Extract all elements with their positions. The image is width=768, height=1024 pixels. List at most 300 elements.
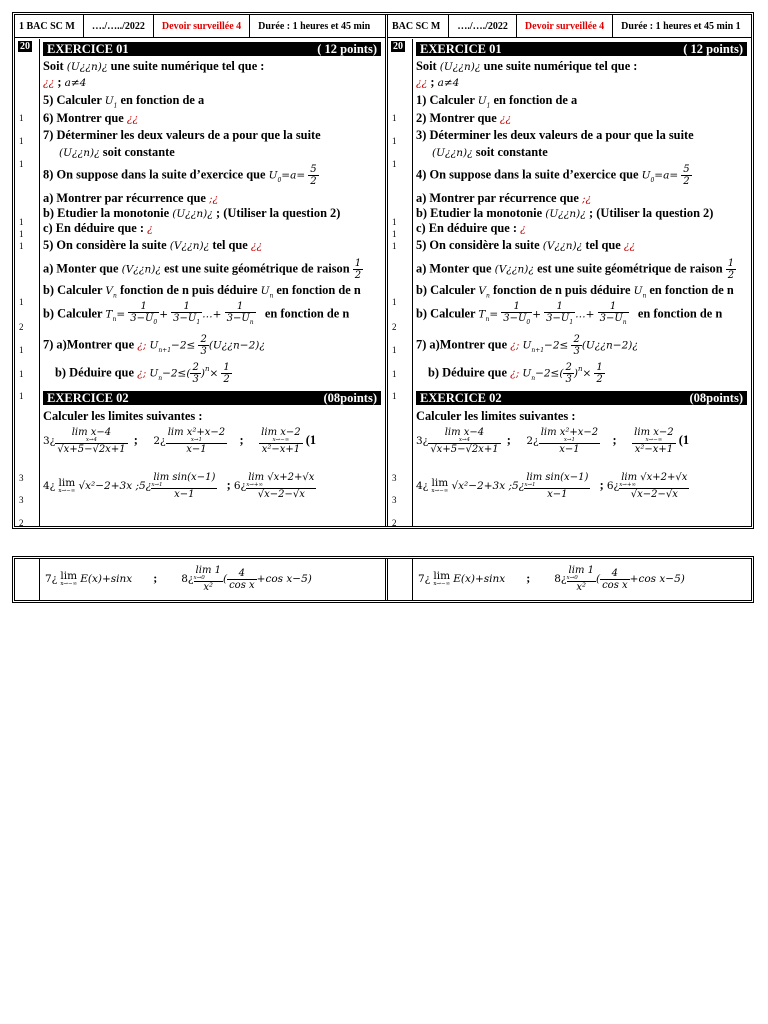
text: (1 xyxy=(678,432,690,447)
lim: lim xyxy=(58,477,76,489)
math: U xyxy=(268,169,278,182)
exercise1-header xyxy=(416,42,747,56)
points-mark: 1 xyxy=(19,159,24,169)
limit-2 xyxy=(539,427,600,455)
numerator: 1 xyxy=(544,301,575,313)
text: en fonction de a xyxy=(490,93,578,107)
text: tel que xyxy=(209,238,248,252)
denominator-text: 3−U xyxy=(546,313,570,324)
math: 8¿ xyxy=(181,572,194,585)
divider xyxy=(39,559,40,600)
math: +cos x−5) xyxy=(629,572,685,585)
limit-sub: x→−∞ xyxy=(60,581,78,587)
limit-5 xyxy=(524,472,590,500)
numerator: lim 1 xyxy=(195,565,221,576)
ex1-q7b: b) Déduire que ¿; $U_n-2\le$( $\frac{2}{3}$ )$^n$× $\frac{1}{2}$ xyxy=(428,362,603,385)
limit-8 xyxy=(567,565,596,593)
divider xyxy=(153,15,154,37)
math: =a= xyxy=(654,169,679,182)
limit-sub: x→0 xyxy=(194,576,223,582)
denominator: 3 xyxy=(565,374,572,385)
numerator: lim x−4 xyxy=(71,427,112,438)
math: 7¿ xyxy=(418,572,431,585)
points-mark: 2 xyxy=(392,518,397,528)
points-mark: 1 xyxy=(392,369,397,379)
divider xyxy=(83,15,84,37)
ex1-qa xyxy=(43,191,381,206)
math: V xyxy=(478,285,487,297)
math: 4¿ xyxy=(416,479,429,492)
math: × xyxy=(582,367,592,380)
math: ;¿ xyxy=(581,193,592,205)
text: 7) a)Montrer que xyxy=(416,337,508,352)
ex1-q5 xyxy=(416,238,747,253)
limit-3 xyxy=(55,427,127,455)
class-label: 1 BAC SC M xyxy=(19,20,75,32)
math: ¿; xyxy=(137,367,147,380)
ex2-row3: 7¿ lim x→−∞ E(x)+sinx ; 8¿ lim 1 x→0 x² ( $\frac{4}{\text{cos x}}$ +cos x−5) xyxy=(45,565,312,593)
points-mark: 3 xyxy=(392,495,397,505)
text: ; (Utiliser la question 2) xyxy=(212,206,341,220)
text: ; xyxy=(54,75,62,89)
fraction xyxy=(227,568,257,591)
limit-7 xyxy=(60,571,77,587)
math: −2≤ xyxy=(171,339,196,352)
math: (U¿¿n)¿ xyxy=(545,208,586,220)
math: T xyxy=(105,308,113,321)
ex1-q3-line2 xyxy=(59,145,381,160)
limit-sub: x→−∞ xyxy=(259,438,302,444)
exercise2-points: (08points) xyxy=(323,391,377,405)
strip-left xyxy=(15,559,388,600)
denominator: √x+5−√2x+1 xyxy=(57,444,126,455)
denominator: 2 xyxy=(354,270,362,281)
text: On suppose dans la suite d’exercice que xyxy=(429,167,639,182)
math: U xyxy=(641,169,651,182)
math: −2≤( xyxy=(535,367,564,380)
math: ¿¿ xyxy=(499,113,512,125)
math: ¿ xyxy=(147,223,153,235)
text: soit constante xyxy=(99,145,175,159)
points-mark: 1 xyxy=(392,136,397,146)
math: …+ xyxy=(575,308,595,321)
math: (U¿¿n)¿ xyxy=(432,147,473,159)
ex1-q7b: b) Déduire que ¿; $U_n-2\le$( $\frac{2}{3}$ )$^n$× $\frac{1}{2}$ xyxy=(55,362,230,385)
text: On suppose dans la suite d’exercice que xyxy=(56,167,266,182)
points-mark: 1 xyxy=(19,241,24,251)
fraction xyxy=(501,301,532,328)
text: b) Calculer xyxy=(43,283,103,297)
limit-sub: x→1 xyxy=(524,483,590,489)
limit-sub: x→+∞ xyxy=(619,483,689,489)
denominator: cos x xyxy=(602,579,628,591)
math: 7¿ xyxy=(45,572,58,585)
left-copy xyxy=(15,15,388,526)
denominator: x²−x+1 xyxy=(634,444,674,455)
points-mark: 1 xyxy=(19,391,24,401)
strip-right xyxy=(388,559,751,600)
math: ) xyxy=(573,367,578,380)
limit-sub: x→4 xyxy=(428,438,500,444)
math: 2¿ xyxy=(153,434,166,447)
denominator-text: 3−U xyxy=(173,313,197,324)
math: ¿¿ xyxy=(416,77,428,89)
ex1-q4: 8) On suppose dans la suite d’exercice que $U_0=a=$ $\frac{5}{2}$ xyxy=(43,164,317,187)
text: Montrer que xyxy=(56,111,124,125)
text: une suite numérique tel que : xyxy=(480,59,638,73)
numerator: 1 xyxy=(354,258,362,269)
points-mark: 1 xyxy=(19,136,24,146)
fraction xyxy=(681,164,691,187)
denominator: x−1 xyxy=(186,444,207,455)
text: une suite numérique tel que : xyxy=(107,59,265,73)
ex1-q7a: 7) a)Montrer que ¿; $U_{n+1}-2\le$ $\frac{2}{3}$ (U¿¿n−2)¿ xyxy=(43,334,265,357)
text: b) Déduire que xyxy=(428,365,507,380)
limit-sub: x→−∞ xyxy=(632,438,675,444)
text: Déterminer les deux valeurs de a pour que la suite xyxy=(429,128,694,142)
math: a≠4 xyxy=(437,77,460,89)
text: soit constante xyxy=(472,145,548,159)
points-mark: 2 xyxy=(392,322,397,332)
text: est une suite géométrique de raison xyxy=(161,261,350,276)
numerator: 1 xyxy=(501,301,532,313)
numerator: lim x−2 xyxy=(634,427,674,438)
numerator: lim sin(x−1) xyxy=(526,472,589,483)
ex1-qc xyxy=(416,221,747,236)
math: √x²−2+3x ;5¿ xyxy=(78,479,152,492)
points-mark: 3 xyxy=(392,473,397,483)
math: U xyxy=(477,95,487,107)
numerator: 2 xyxy=(200,334,207,345)
divider xyxy=(448,15,449,37)
limit-sub: x→+∞ xyxy=(246,483,316,489)
text: b) Etudier la monotonie xyxy=(43,206,170,220)
ex2-row3: 7¿ lim x→−∞ E(x)+sinx ; 8¿ lim 1 x→0 x² ( $\frac{4}{\text{cos x}}$ +cos x−5) xyxy=(418,565,685,593)
limit-sub: x→−∞ xyxy=(58,488,76,494)
denominator: 2 xyxy=(683,176,690,187)
math: (U¿¿n)¿ xyxy=(66,61,108,73)
limit-1 xyxy=(632,427,675,455)
math: 6¿ xyxy=(233,479,247,492)
math: ;¿ xyxy=(208,193,219,205)
denominator: $3-U_1$ xyxy=(546,313,574,326)
denominator-text: 3−U xyxy=(130,313,154,324)
ex1-q4: 4) On suppose dans la suite d’exercice que $U_0=a=$ $\frac{5}{2}$ xyxy=(416,164,690,187)
exercise2-title: EXERCICE 02 xyxy=(420,391,502,405)
ex2-row2: 4¿ lim x→−∞ √x²−2+3x ;5¿ lim sin(x−1) x→1 x−1 ; 6¿ lim √x+2+√x x→+∞ √x−2−√x xyxy=(416,472,688,500)
ex2-row1: 3¿ lim x−4 x→4 √x+5−√2x+1 ; 2¿ lim x²+x−2 x→1 x−1 ; lim x−2 x→−∞ x²−x+1 (1 xyxy=(416,427,690,455)
ex1-q5c: b) Calculer $T_n=$ $\frac{1}{3-U_0}$ + $\frac{1}{3-U_1}$ …+ $\frac{1}{3-U_n}$ en fonction de n xyxy=(43,301,350,326)
total-score: 20 xyxy=(393,41,403,52)
fraction xyxy=(190,362,200,385)
math: (V¿¿n)¿ xyxy=(494,263,535,276)
fraction xyxy=(571,334,581,357)
math: (V¿¿n)¿ xyxy=(542,240,583,252)
math: (V¿¿n)¿ xyxy=(121,263,162,276)
limit-2 xyxy=(166,427,227,455)
math: ) xyxy=(200,367,205,380)
text: 5) On considère la suite xyxy=(416,238,540,252)
ex1-q3-line2 xyxy=(432,145,747,160)
denominator: $3-U_0$ xyxy=(503,313,531,326)
divider xyxy=(516,15,517,37)
limit-sub: x→−∞ xyxy=(433,581,451,587)
text: b) Calculer xyxy=(43,306,103,321)
duration: Durée : 1 heures et 45 min xyxy=(258,20,371,32)
math: −2≤( xyxy=(162,367,191,380)
limit-3 xyxy=(428,427,500,455)
denominator: 3 xyxy=(192,374,199,385)
limit-sub: x→4 xyxy=(55,438,127,444)
fraction xyxy=(198,334,208,357)
text: c) En déduire que : xyxy=(416,221,517,235)
denominator: 2 xyxy=(310,176,317,187)
points-mark: 1 xyxy=(19,217,24,227)
denominator: x² xyxy=(576,582,587,593)
text: fonction de n puis déduire xyxy=(116,283,258,297)
points-mark: 3 xyxy=(19,495,24,505)
divider xyxy=(249,15,250,37)
numerator: 4 xyxy=(227,568,257,580)
points-mark: 1 xyxy=(19,229,24,239)
text: en fonction de a xyxy=(117,93,205,107)
ex1-q2 xyxy=(416,111,747,126)
points-mark: 1 xyxy=(392,159,397,169)
math: ¿¿ xyxy=(250,240,263,252)
text: a) Montrer par récurrence que xyxy=(416,191,579,205)
points-mark: 3 xyxy=(19,473,24,483)
math: U xyxy=(149,367,159,380)
denominator-text: 3−U xyxy=(503,313,527,324)
math: …+ xyxy=(202,308,222,321)
text: est une suite géométrique de raison xyxy=(534,261,723,276)
denominator: 2 xyxy=(596,374,603,385)
text: a) Monter que xyxy=(416,261,492,276)
numerator: lim 1 xyxy=(568,565,594,576)
text: 7) a)Montrer que xyxy=(43,337,135,352)
denominator: x−1 xyxy=(559,444,580,455)
math: (U¿¿n)¿ xyxy=(439,61,481,73)
date: …./…./2022 xyxy=(457,20,508,32)
denominator: $3-U_1$ xyxy=(173,313,201,326)
math: ¿; xyxy=(137,339,147,352)
continuation-strip xyxy=(12,556,754,603)
fraction xyxy=(353,258,363,281)
text: ; xyxy=(427,75,435,89)
ex1-intro xyxy=(43,59,381,74)
exam-sheet xyxy=(12,12,754,529)
math: ¿¿ xyxy=(43,77,55,89)
divider xyxy=(612,15,613,37)
numerator: 5 xyxy=(310,164,317,175)
denominator: 3 xyxy=(200,346,207,357)
lim: lim xyxy=(60,570,78,582)
exercise1-title: EXERCICE 01 xyxy=(47,42,129,56)
points-mark: 1 xyxy=(392,297,397,307)
points-mark: 1 xyxy=(392,217,397,227)
ex1-condition xyxy=(416,75,747,90)
text: Calculer xyxy=(429,93,475,107)
text: b) Déduire que xyxy=(55,365,134,380)
exam-title: Devoir surveillée 4 xyxy=(161,20,242,32)
numerator: 2 xyxy=(573,334,580,345)
math: ¿; xyxy=(510,339,520,352)
math: (U¿¿n−2)¿ xyxy=(208,339,265,352)
exercise2-header xyxy=(43,391,381,405)
math: −2≤ xyxy=(544,339,569,352)
limit-sub: x→1 xyxy=(151,483,217,489)
text: en fonction de n xyxy=(637,306,723,321)
text: Calculer les limites suivantes : xyxy=(416,409,576,423)
limit-4 xyxy=(431,478,448,494)
limit-6 xyxy=(246,472,316,500)
text: Calculer xyxy=(56,93,102,107)
fraction xyxy=(598,301,629,328)
points-mark: 2 xyxy=(19,322,24,332)
exercise1-header xyxy=(43,42,381,56)
points-mark: 1 xyxy=(392,113,397,123)
text: Calculer les limites suivantes : xyxy=(43,409,203,423)
numerator: 1 xyxy=(727,258,735,269)
math: a≠4 xyxy=(64,77,87,89)
ex1-condition xyxy=(43,75,381,90)
fraction xyxy=(225,301,256,328)
math: × xyxy=(209,367,219,380)
exercise1-title: EXERCICE 01 xyxy=(420,42,502,56)
ex1-q2 xyxy=(43,111,381,126)
ex2-intro xyxy=(43,409,381,424)
math: ¿; xyxy=(510,367,520,380)
math: E(x)+sinx xyxy=(453,572,506,585)
ex2-intro xyxy=(416,409,747,424)
math: (U¿¿n−2)¿ xyxy=(581,339,638,352)
math: U xyxy=(149,339,159,352)
numerator: 1 xyxy=(225,301,256,313)
fraction xyxy=(221,362,231,385)
text: Déterminer les deux valeurs de a pour que la suite xyxy=(56,128,321,142)
header-left xyxy=(15,15,385,38)
total-score: 20 xyxy=(20,41,30,52)
text: a) Monter que xyxy=(43,261,119,276)
text: a) Montrer par récurrence que xyxy=(43,191,206,205)
denominator: $3-U_n$ xyxy=(599,313,627,326)
fraction xyxy=(594,362,604,385)
fraction xyxy=(128,301,159,328)
ex1-intro xyxy=(416,59,747,74)
limit-1 xyxy=(259,427,302,455)
ex1-q3 xyxy=(416,128,747,143)
math: 2¿ xyxy=(526,434,539,447)
numerator: lim x²+x−2 xyxy=(167,427,226,438)
points-mark: 2 xyxy=(19,518,24,528)
text: fonction de n puis déduire xyxy=(489,283,631,297)
denominator: $3-U_n$ xyxy=(226,313,254,326)
math: =a= xyxy=(281,169,306,182)
denominator: 3 xyxy=(573,346,580,357)
points-mark: 1 xyxy=(19,345,24,355)
right-copy xyxy=(388,15,751,526)
ex1-q1: 5) Calculer $U_1$ en fonction de a xyxy=(43,93,205,110)
denominator: cos x xyxy=(229,579,255,591)
points-mark: 1 xyxy=(19,113,24,123)
text: Soit xyxy=(43,59,64,73)
ex1-q1: 1) Calculer $U_1$ en fonction de a xyxy=(416,93,578,110)
math: n xyxy=(204,365,210,374)
math: (U¿¿n)¿ xyxy=(59,147,100,159)
math: (U¿¿n)¿ xyxy=(172,208,213,220)
points-mark: 1 xyxy=(19,369,24,379)
limit-sub: x→1 xyxy=(539,438,600,444)
header-right xyxy=(388,15,751,38)
ex1-q5b: b) Calculer $V_n$ fonction de n puis déduire $U_n$ en fonction de n xyxy=(43,283,361,300)
denominator: √x+5−√2x+1 xyxy=(430,444,499,455)
numerator: lim x−4 xyxy=(444,427,485,438)
denominator: $3-U_0$ xyxy=(130,313,158,326)
math: U xyxy=(104,95,114,107)
points-gutter xyxy=(388,39,413,526)
numerator: 5 xyxy=(683,164,690,175)
numerator: 1 xyxy=(223,362,230,373)
numerator: lim √x+2+√x xyxy=(248,472,315,483)
math: 3¿ xyxy=(43,434,56,447)
exercise-body xyxy=(43,39,381,526)
ex1-q5c: b) Calculer $T_n=$ $\frac{1}{3-U_0}$ + $\frac{1}{3-U_1}$ …+ $\frac{1}{3-U_n}$ en fonction de n xyxy=(416,301,723,326)
text: b) Etudier la monotonie xyxy=(416,206,543,220)
fraction xyxy=(308,164,318,187)
text: c) En déduire que : xyxy=(43,221,144,235)
text: 5) On considère la suite xyxy=(43,238,167,252)
limit-sub: x→−∞ xyxy=(431,488,449,494)
denominator: x−1 xyxy=(174,489,195,500)
denominator: √x−2−√x xyxy=(630,489,678,500)
text: 4) xyxy=(416,167,427,182)
text: Soit xyxy=(416,59,437,73)
math: E(x)+sinx xyxy=(80,572,133,585)
numerator: 4 xyxy=(600,568,630,580)
denominator: 2 xyxy=(727,270,735,281)
class-label: BAC SC M xyxy=(392,20,441,32)
math: ¿¿ xyxy=(623,240,636,252)
denominator: √x−2−√x xyxy=(257,489,305,500)
exercise1-points: ( 12 points) xyxy=(683,42,743,56)
points-mark: 1 xyxy=(19,297,24,307)
ex1-q7a: 7) a)Montrer que ¿; $U_{n+1}-2\le$ $\frac{2}{3}$ (U¿¿n−2)¿ xyxy=(416,334,638,357)
denominator-text: 3−U xyxy=(599,313,623,324)
limit-6 xyxy=(619,472,689,500)
ex1-q3 xyxy=(43,128,381,143)
date: …./…../2022 xyxy=(91,20,145,32)
points-mark: 1 xyxy=(392,345,397,355)
exercise1-points: ( 12 points) xyxy=(317,42,377,56)
divider xyxy=(412,559,413,600)
denominator: x² xyxy=(203,582,214,593)
exam-title: Devoir surveillée 4 xyxy=(524,20,605,32)
numerator: lim √x+2+√x xyxy=(621,472,688,483)
text: b) Calculer xyxy=(416,283,476,297)
ex1-qb xyxy=(43,206,381,221)
math: 8¿ xyxy=(554,572,567,585)
numerator: 2 xyxy=(192,362,199,373)
math: V xyxy=(105,285,114,297)
denominator: x−1 xyxy=(547,489,568,500)
math: ¿¿ xyxy=(126,113,139,125)
exercise2-header xyxy=(416,391,747,405)
math: +cos x−5) xyxy=(256,572,312,585)
numerator: 1 xyxy=(596,362,603,373)
denominator: x²−x+1 xyxy=(261,444,301,455)
limit-sub: x→0 xyxy=(567,576,596,582)
numerator: lim x−2 xyxy=(261,427,301,438)
